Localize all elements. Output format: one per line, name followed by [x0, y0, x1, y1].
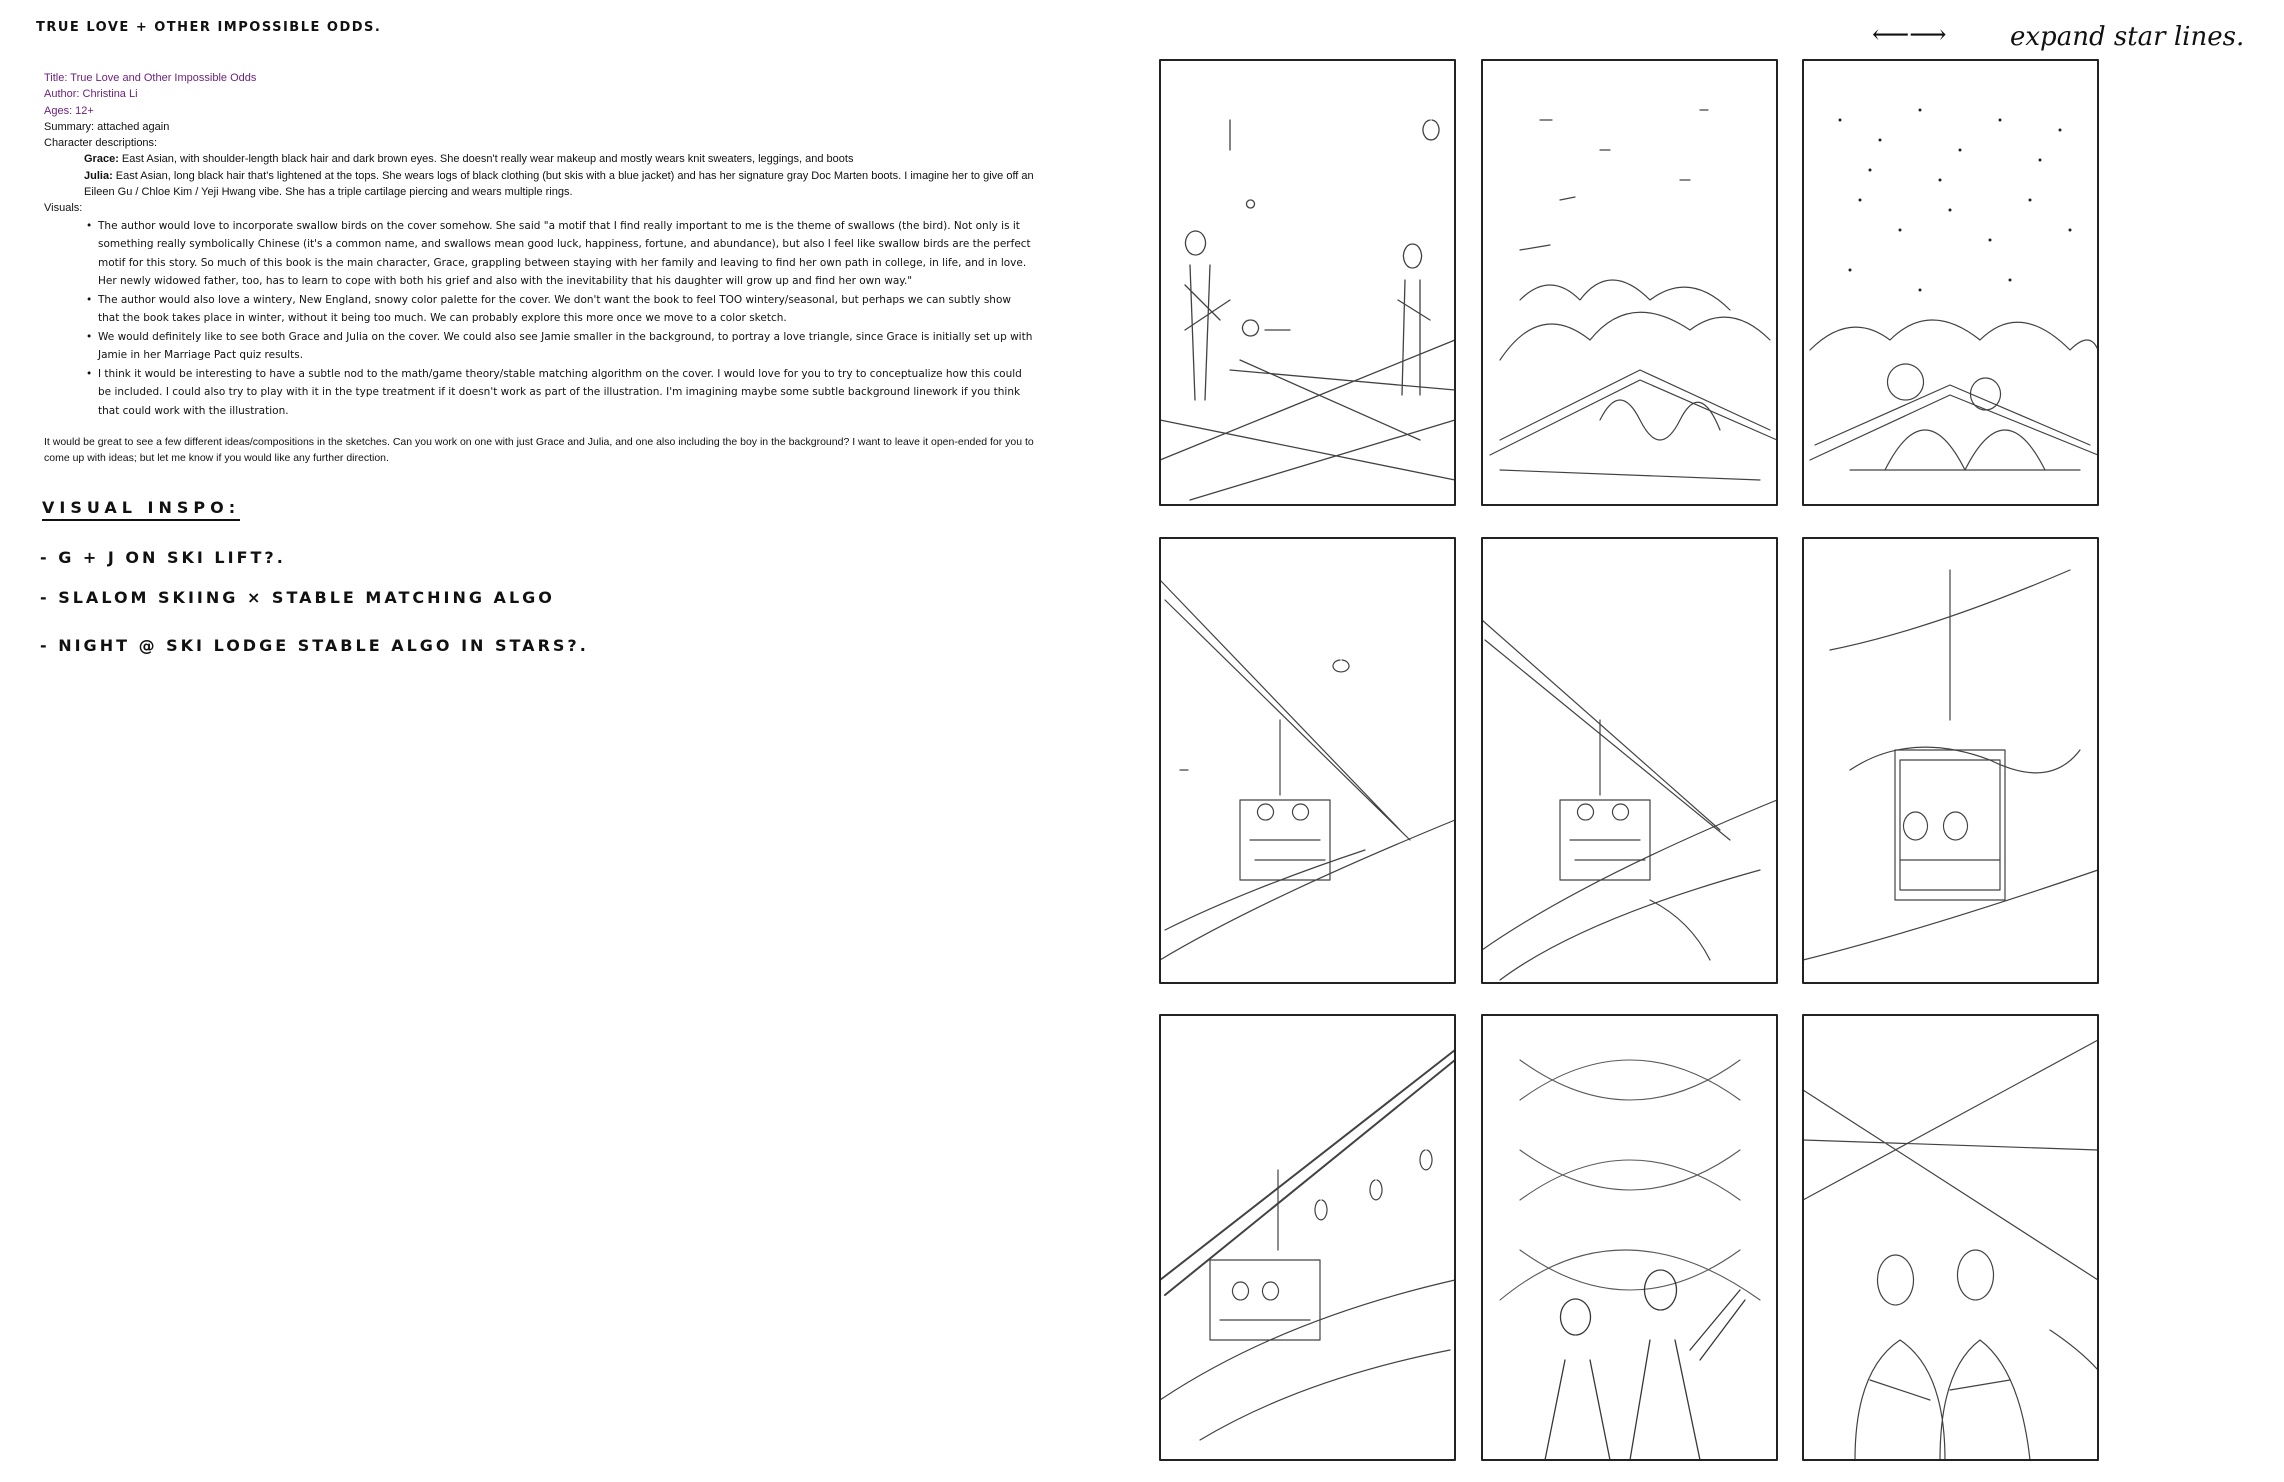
thumb-lodge-stars — [1803, 60, 2098, 505]
visual-point: • The author would also love a wintery, New England, snowy color palette for the cover. We don't want the book to feel TOO wintery/seasonal, but perhaps we can subtly show that the book takes place in winter, without it being too much. We can probably explore this more once we move to a color sketch. — [98, 291, 1034, 328]
thumb-lodge-roof — [1482, 60, 1777, 505]
expand-arrow-icon: ⟵⟶ — [1872, 20, 1947, 50]
brief-title: Title: True Love and Other Impossible Odds — [44, 72, 257, 84]
character-heading: Character descriptions: — [44, 137, 158, 150]
brief-author: Author: Christina Li — [44, 88, 138, 101]
inspo-item: - G + J ON SKI LIFT?. — [40, 548, 286, 567]
thumb-chairlift-2 — [1482, 538, 1777, 983]
thumb-chairlift-front — [1803, 538, 2098, 983]
thumb-chairlift-1 — [1160, 538, 1455, 983]
thumb-figures-closeup — [1803, 1015, 2098, 1460]
visual-inspo-heading: VISUAL INSPO: — [42, 498, 240, 521]
grace-text: East Asian, with shoulder-length black hair and dark brown eyes. She doesn't really wear makeup and mostly wears knit sweaters, leggings, and boots — [121, 153, 854, 166]
thumb-two-figures-slope — [1160, 60, 1455, 505]
julia-text: East Asian, long black hair that's lightened at the tops. She wears logs of black clothing (but skis with a blue jacket) and has her signature gray Doc Marten boots. I imagine her to give off an Eileen Gu / Chloe Kim / Yeji Hwang vibe. She has a triple cartilage piercing and wears multiple rings. — [84, 169, 1034, 199]
visual-point: • The author would love to incorporate swallow birds on the cover somehow. She said "a motif that I find really important to me is the theme of swallows (the bird). Not only is it something really symbolically Chinese (it's a common name, and swallows mean good luck, happiness, fortune, and abundance), but also I feel like swallow birds are the perfect motif for this story. So much of this book is the main character, Grace, grappling between staying with her family and leaving to find her own path in college, in life, and in love. Her newly widowed father, too, has to learn to cope with both his grief and also with the inevitability that his daughter will grow up and find her own way." — [98, 217, 1034, 291]
visuals-heading: Visuals: — [44, 202, 83, 215]
brief-summary: Summary: attached again — [44, 120, 170, 133]
grace-name: Grace: — [84, 153, 119, 166]
brief-closing: It would be great to see a few different ideas/compositions in the sketches. Can you work on one with just Grace and Julia, and one also including the boy in the background? I want to leave it open-ended for you to come up with ideas; but let me know if you would like any further direction. — [44, 436, 1034, 465]
document-title: TRUE LOVE + OTHER IMPOSSIBLE ODDS. — [36, 20, 382, 35]
brief-ages: Ages: 12+ — [44, 104, 94, 117]
thumb-chairlift-cable — [1160, 1015, 1455, 1460]
inspo-item: - NIGHT @ SKI LODGE STABLE ALGO IN STARS?. — [40, 636, 589, 655]
inspo-item: - SLALOM SKIING × STABLE MATCHING ALGO — [40, 588, 555, 607]
visual-point: • I think it would be interesting to have a subtle nod to the math/game theory/stable matching algorithm on the cover. I would love for you to try to conceptualize how this could be included. I could also try to play with it in the type treatment if it doesn't work as part of the illustration. I'm imagining maybe some subtle background linework if you think that could work with the illustration. — [98, 365, 1034, 421]
julia-name: Julia: — [84, 169, 113, 182]
thumb-figures-swirl — [1482, 1015, 1777, 1460]
expand-star-lines-note: expand star lines. — [2010, 22, 2245, 52]
visual-point: • We would definitely like to see both Grace and Julia on the cover. We could also see Jamie smaller in the background, to portray a love triangle, since Grace is initially set up with Jamie in her Marriage Pact quiz results. — [98, 328, 1034, 365]
